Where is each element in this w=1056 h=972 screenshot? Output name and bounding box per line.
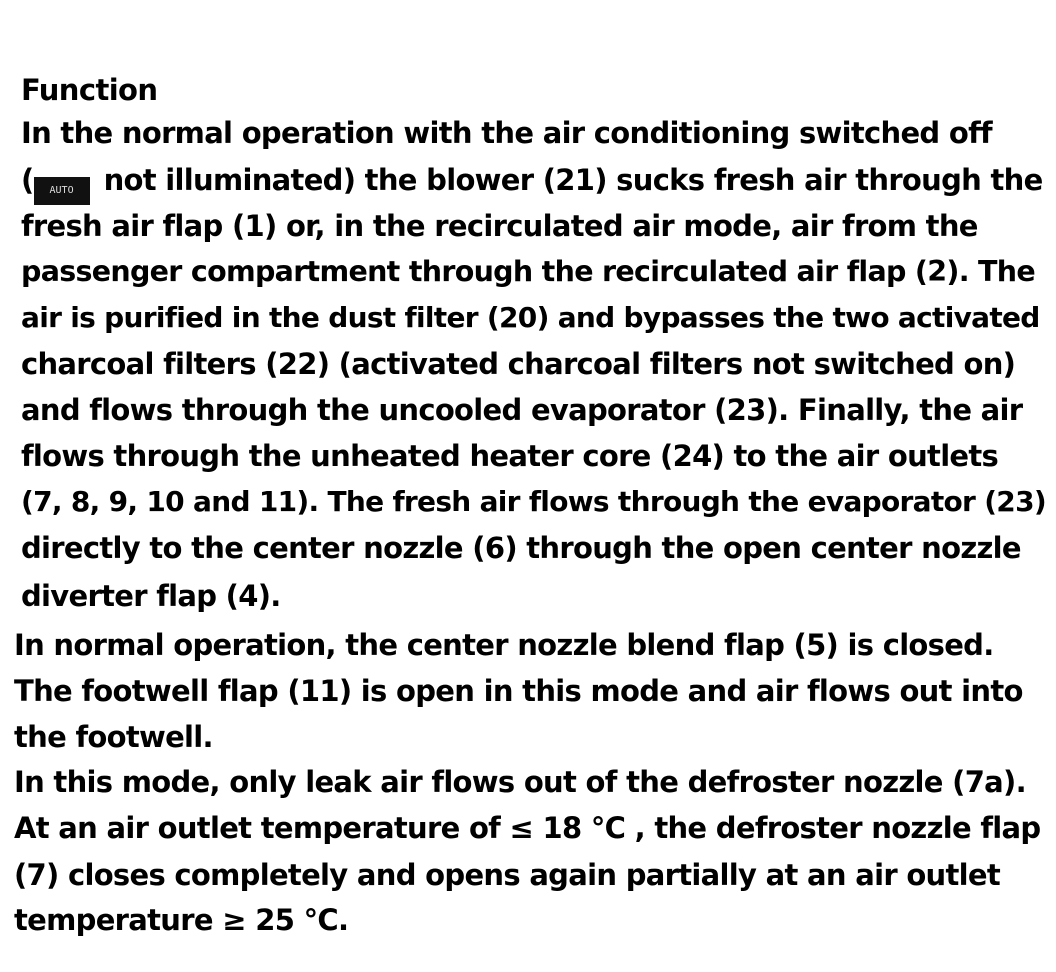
text-line: In this mode, only leak air flows out of the defroster nozzle (7a). [14,765,1026,799]
section-heading: Function [21,73,158,107]
open-parenthesis: ( [21,163,34,197]
text-line: (7) closes completely and opens again partially at an air outlet [14,858,1001,892]
text-line: (7, 8, 9, 10 and 11). The fresh air flows through the evaporator (23) [21,485,1046,518]
text-line: air is purified in the dust filter (20) and bypasses the two activated [21,301,1040,334]
text-line: charcoal filters (22) (activated charcoal filters not switched on) [21,347,1016,381]
text-line: passenger compartment through the recirculated air flap (2). The [21,255,1036,288]
auto-button-icon: AUTO [34,177,90,205]
text-line: fresh air flap (1) or, in the recirculated air mode, air from the [21,209,978,243]
text-line: directly to the center nozzle (6) through the open center nozzle [21,531,1021,565]
text-line: the footwell. [14,720,213,754]
text-line: and flows through the uncooled evaporator (23). Finally, the air [21,393,1023,427]
text-line: At an air outlet temperature of ≤ 18 °C , the defroster nozzle flap [14,811,1041,845]
text-line-with-badge [21,160,1043,205]
text-line: flows through the unheated heater core (24) to the air outlets [21,439,999,473]
text-line: diverter flap (4). [21,579,281,613]
text-line: The footwell flap (11) is open in this mode and air flows out into [14,674,1023,708]
text-line: not illuminated) the blower (21) sucks fresh air through the [103,163,1043,197]
text-line: temperature ≥ 25 °C. [14,903,349,937]
text-line: In normal operation, the center nozzle blend flap (5) is closed. [14,628,994,662]
text-line: In the normal operation with the air conditioning switched off [21,116,992,150]
